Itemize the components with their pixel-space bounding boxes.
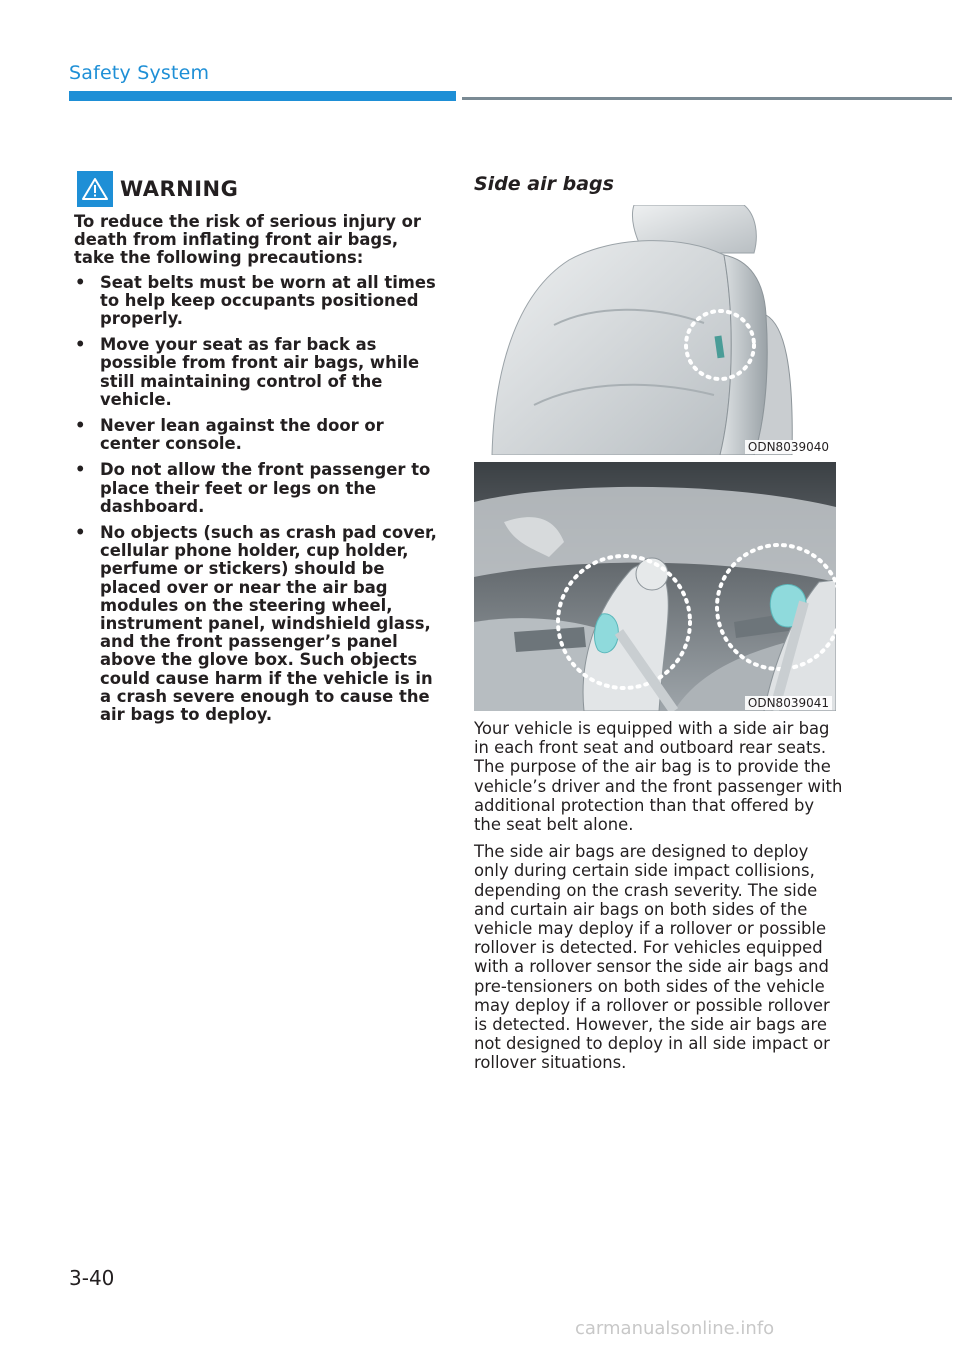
watermark: carmanualsonline.info (575, 1318, 775, 1339)
side-air-bags-body (474, 719, 844, 1081)
header-rule-blue (69, 91, 456, 101)
warning-item (74, 461, 444, 516)
figure-code: ODN8039041 (745, 696, 832, 710)
warning-item (74, 417, 444, 453)
bullet: • (75, 460, 86, 480)
warning-triangle-icon (77, 171, 113, 207)
body-paragraph: Your vehicle is equipped with a side air bag in each front seat and outboard rear seats. The purpose of the air bag is to provide the vehicle’s driver and the front passenger with additional protection than that offered by the seat belt alone. (474, 719, 843, 835)
warning-item (74, 524, 444, 724)
figure-code: ODN8039040 (745, 440, 832, 454)
bullet: • (75, 335, 86, 355)
warning-item-text: No objects (such as crash pad cover, cellular phone holder, cup holder, perfume or stickers) should be placed over or near the air bag modules on the steering wheel, instrument panel, windshield glass, and the front passenger’s panel above the glove box. Such objects could cause harm if the vehicle is in a crash severe enough to cause the air bags to deploy. (100, 523, 437, 725)
warning-header (77, 171, 238, 207)
seat-side-airbag-illustration-icon (474, 205, 836, 455)
warning-item-text: Move your seat as far back as possible from front air bags, while still maintaining control of the vehicle. (100, 335, 420, 409)
cabin-airbag-figure (474, 462, 836, 711)
bullet: • (75, 272, 86, 292)
section-header-title: Safety System (69, 62, 210, 84)
warning-list (74, 274, 444, 725)
warning-intro: To reduce the risk of serious injury or death from inflating front air bags, take the following precautions: (74, 212, 421, 268)
page-number: 3-40 (69, 1266, 115, 1290)
warning-item-text: Do not allow the front passenger to place their feet or legs on the dashboard. (100, 460, 431, 516)
body-paragraph: The side air bags are designed to deploy only during certain side impact collisions, depending on the crash severity. The side and curtain air bags on both sides of the vehicle may deploy if a rollover or possible rollover is detected. For vehicles equipped with a rollover sensor the side air bags and pre-tensioners on both sides of the vehicle may deploy if a rollover or possible rollover is detected. However, the side air bags are not designed to deploy in all side impact or rollover situations. (474, 842, 830, 1073)
warning-item (74, 274, 444, 329)
seat-airbag-figure (474, 205, 836, 455)
warning-item-text: Never lean against the door or center console. (100, 416, 384, 454)
warning-item-text: Seat belts must be worn at all times to help keep occupants positioned properly. (100, 272, 436, 329)
warning-title: WARNING (120, 177, 239, 201)
bullet: • (75, 416, 86, 436)
warning-item (74, 336, 444, 409)
side-air-bags-title: Side air bags (474, 173, 614, 195)
header-rule-gray (462, 97, 952, 100)
bullet: • (75, 523, 86, 543)
warning-body (74, 213, 444, 732)
cabin-side-airbag-illustration-icon (474, 462, 836, 711)
